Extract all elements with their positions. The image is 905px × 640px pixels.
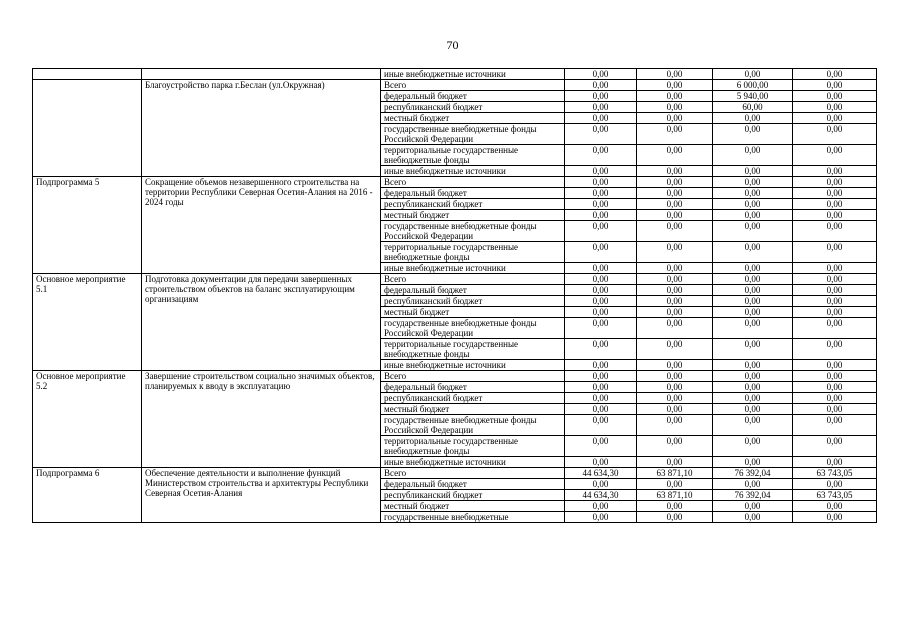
amount-cell: 76 392,04: [713, 468, 793, 479]
amount-cell: 0,00: [565, 371, 637, 382]
amount-cell: 0,00: [713, 188, 793, 199]
amount-cell: 0,00: [713, 479, 793, 490]
amount-cell: 0,00: [637, 307, 713, 318]
amount-cell: 0,00: [565, 318, 637, 339]
amount-cell: 0,00: [565, 285, 637, 296]
amount-cell: 0,00: [637, 382, 713, 393]
amount-cell: 44 634,30: [565, 468, 637, 479]
funding-source-cell: иные внебюджетные источники: [381, 263, 565, 274]
amount-cell: 0,00: [713, 501, 793, 512]
amount-cell: 0,00: [793, 285, 877, 296]
amount-cell: 44 634,30: [565, 490, 637, 501]
amount-cell: 0,00: [565, 274, 637, 285]
amount-cell: 0,00: [637, 371, 713, 382]
table-row: [33, 468, 877, 479]
program-title-cell: Благоустройство парка г.Беслан (ул.Окружная): [142, 80, 381, 177]
program-title-cell: Завершение строительством социально значимых объектов, планируемых к вводу в эксплуатацию: [142, 371, 381, 468]
amount-cell: 0,00: [713, 371, 793, 382]
funding-source-cell: республиканский бюджет: [381, 199, 565, 210]
amount-cell: 0,00: [637, 199, 713, 210]
amount-cell: 0,00: [793, 339, 877, 360]
amount-cell: 63 743,05: [793, 490, 877, 501]
amount-cell: 0,00: [565, 91, 637, 102]
amount-cell: 0,00: [793, 479, 877, 490]
amount-cell: 0,00: [713, 274, 793, 285]
amount-cell: 0,00: [713, 339, 793, 360]
funding-source-cell: федеральный бюджет: [381, 91, 565, 102]
program-title-cell: Сокращение объемов незавершенного строительства на территории Республики Северная Осетия-Алания на 2016 - 2024 годы: [142, 177, 381, 274]
funding-source-cell: государственные внебюджетные: [381, 512, 565, 523]
amount-cell: 0,00: [565, 360, 637, 371]
funding-source-cell: местный бюджет: [381, 307, 565, 318]
amount-cell: 0,00: [793, 371, 877, 382]
amount-cell: 0,00: [713, 285, 793, 296]
amount-cell: 0,00: [713, 415, 793, 436]
amount-cell: 0,00: [565, 177, 637, 188]
amount-cell: 0,00: [637, 242, 713, 263]
amount-cell: 0,00: [637, 318, 713, 339]
amount-cell: 0,00: [713, 457, 793, 468]
amount-cell: 0,00: [637, 274, 713, 285]
funding-source-cell: федеральный бюджет: [381, 285, 565, 296]
amount-cell: 0,00: [713, 404, 793, 415]
amount-cell: 0,00: [637, 285, 713, 296]
program-code-cell: Подпрограмма 5: [33, 177, 142, 274]
funding-source-cell: Всего: [381, 274, 565, 285]
amount-cell: 0,00: [793, 274, 877, 285]
amount-cell: 0,00: [565, 393, 637, 404]
amount-cell: 0,00: [637, 415, 713, 436]
funding-source-cell: иные внебюджетные источники: [381, 69, 565, 80]
amount-cell: 0,00: [713, 145, 793, 166]
amount-cell: 0,00: [793, 263, 877, 274]
amount-cell: 0,00: [565, 382, 637, 393]
amount-cell: 0,00: [793, 436, 877, 457]
amount-cell: 0,00: [793, 415, 877, 436]
amount-cell: 0,00: [637, 436, 713, 457]
amount-cell: 6 000,00: [713, 80, 793, 91]
amount-cell: 0,00: [793, 145, 877, 166]
amount-cell: 0,00: [713, 512, 793, 523]
amount-cell: 0,00: [793, 124, 877, 145]
amount-cell: 0,00: [637, 124, 713, 145]
amount-cell: 0,00: [713, 124, 793, 145]
amount-cell: 0,00: [793, 113, 877, 124]
amount-cell: 0,00: [793, 242, 877, 263]
program-code-cell: [33, 80, 142, 177]
funding-source-cell: территориальные государственные внебюджетные фонды: [381, 436, 565, 457]
table-row: [33, 371, 877, 382]
program-code-cell: [33, 69, 142, 80]
amount-cell: 0,00: [637, 360, 713, 371]
page-number: 70: [446, 38, 459, 52]
amount-cell: 0,00: [713, 318, 793, 339]
amount-cell: 63 743,05: [793, 468, 877, 479]
amount-cell: 0,00: [565, 113, 637, 124]
program-code-cell: Основное мероприятие 5.1: [33, 274, 142, 371]
amount-cell: 0,00: [637, 80, 713, 91]
amount-cell: 0,00: [713, 166, 793, 177]
amount-cell: 0,00: [793, 199, 877, 210]
amount-cell: 0,00: [637, 296, 713, 307]
amount-cell: 0,00: [713, 382, 793, 393]
amount-cell: 0,00: [565, 199, 637, 210]
amount-cell: 0,00: [793, 393, 877, 404]
amount-cell: 0,00: [637, 166, 713, 177]
amount-cell: 0,00: [793, 80, 877, 91]
amount-cell: 0,00: [565, 307, 637, 318]
amount-cell: 0,00: [713, 242, 793, 263]
amount-cell: 0,00: [713, 221, 793, 242]
amount-cell: 0,00: [713, 296, 793, 307]
amount-cell: 0,00: [713, 307, 793, 318]
amount-cell: 0,00: [637, 393, 713, 404]
funding-source-cell: федеральный бюджет: [381, 188, 565, 199]
amount-cell: 0,00: [565, 339, 637, 360]
program-title-cell: Подготовка документации для передачи завершенных строительством объектов на баланс эксплуатирующим организациям: [142, 274, 381, 371]
amount-cell: 0,00: [565, 512, 637, 523]
amount-cell: 0,00: [793, 404, 877, 415]
funding-source-cell: республиканский бюджет: [381, 102, 565, 113]
funding-source-cell: государственные внебюджетные фонды Российской Федерации: [381, 318, 565, 339]
funding-source-cell: республиканский бюджет: [381, 490, 565, 501]
amount-cell: 0,00: [713, 436, 793, 457]
budget-table: [32, 68, 877, 523]
funding-source-cell: местный бюджет: [381, 501, 565, 512]
amount-cell: 0,00: [565, 166, 637, 177]
amount-cell: 5 940,00: [713, 91, 793, 102]
funding-source-cell: местный бюджет: [381, 113, 565, 124]
funding-source-cell: местный бюджет: [381, 210, 565, 221]
amount-cell: 0,00: [793, 188, 877, 199]
funding-source-cell: Всего: [381, 468, 565, 479]
amount-cell: 0,00: [565, 221, 637, 242]
amount-cell: 0,00: [793, 457, 877, 468]
amount-cell: 0,00: [793, 360, 877, 371]
program-title-cell: Обеспечение деятельности и выполнение функций Министерством строительства и архитектуры Республики Северная Осетия-Алания: [142, 468, 381, 523]
amount-cell: 0,00: [637, 102, 713, 113]
table-row: [33, 80, 877, 91]
table-row: [33, 177, 877, 188]
amount-cell: 0,00: [565, 145, 637, 166]
amount-cell: 60,00: [713, 102, 793, 113]
amount-cell: 0,00: [565, 80, 637, 91]
amount-cell: 0,00: [565, 501, 637, 512]
funding-source-cell: государственные внебюджетные фонды Российской Федерации: [381, 415, 565, 436]
amount-cell: 0,00: [713, 69, 793, 80]
table-row: [33, 274, 877, 285]
amount-cell: 0,00: [637, 501, 713, 512]
amount-cell: 0,00: [713, 263, 793, 274]
amount-cell: 0,00: [713, 360, 793, 371]
amount-cell: 63 871,10: [637, 468, 713, 479]
amount-cell: 0,00: [637, 263, 713, 274]
amount-cell: 0,00: [637, 113, 713, 124]
program-title-cell: [142, 69, 381, 80]
amount-cell: 0,00: [793, 210, 877, 221]
funding-source-cell: иные внебюджетные источники: [381, 457, 565, 468]
amount-cell: 0,00: [713, 210, 793, 221]
amount-cell: 0,00: [637, 91, 713, 102]
program-code-cell: Основное мероприятие 5.2: [33, 371, 142, 468]
amount-cell: 0,00: [637, 221, 713, 242]
amount-cell: 0,00: [713, 113, 793, 124]
amount-cell: 0,00: [793, 307, 877, 318]
amount-cell: 0,00: [565, 296, 637, 307]
amount-cell: 0,00: [637, 188, 713, 199]
amount-cell: 76 392,04: [713, 490, 793, 501]
amount-cell: 0,00: [637, 177, 713, 188]
funding-source-cell: иные внебюджетные источники: [381, 360, 565, 371]
funding-source-cell: территориальные государственные внебюджетные фонды: [381, 339, 565, 360]
program-code-cell: Подпрограмма 6: [33, 468, 142, 523]
funding-source-cell: территориальные государственные внебюджетные фонды: [381, 242, 565, 263]
funding-source-cell: государственные внебюджетные фонды Российской Федерации: [381, 124, 565, 145]
funding-source-cell: Всего: [381, 371, 565, 382]
amount-cell: 0,00: [565, 188, 637, 199]
amount-cell: 0,00: [565, 415, 637, 436]
funding-source-cell: государственные внебюджетные фонды Российской Федерации: [381, 221, 565, 242]
amount-cell: 0,00: [565, 404, 637, 415]
amount-cell: 0,00: [637, 210, 713, 221]
amount-cell: 0,00: [713, 177, 793, 188]
table-row: [33, 69, 877, 80]
amount-cell: 63 871,10: [637, 490, 713, 501]
amount-cell: 0,00: [565, 69, 637, 80]
amount-cell: 0,00: [637, 479, 713, 490]
amount-cell: 0,00: [793, 166, 877, 177]
amount-cell: 0,00: [793, 318, 877, 339]
funding-source-cell: Всего: [381, 177, 565, 188]
funding-source-cell: территориальные государственные внебюджетные фонды: [381, 145, 565, 166]
amount-cell: 0,00: [637, 457, 713, 468]
amount-cell: 0,00: [793, 69, 877, 80]
amount-cell: 0,00: [637, 145, 713, 166]
amount-cell: 0,00: [793, 221, 877, 242]
amount-cell: 0,00: [637, 69, 713, 80]
funding-source-cell: местный бюджет: [381, 404, 565, 415]
funding-source-cell: федеральный бюджет: [381, 479, 565, 490]
funding-source-cell: Всего: [381, 80, 565, 91]
amount-cell: 0,00: [565, 210, 637, 221]
funding-source-cell: федеральный бюджет: [381, 382, 565, 393]
funding-source-cell: республиканский бюджет: [381, 393, 565, 404]
amount-cell: 0,00: [637, 339, 713, 360]
funding-source-cell: иные внебюджетные источники: [381, 166, 565, 177]
amount-cell: 0,00: [565, 263, 637, 274]
amount-cell: 0,00: [793, 296, 877, 307]
amount-cell: 0,00: [637, 404, 713, 415]
amount-cell: 0,00: [565, 436, 637, 457]
funding-source-cell: республиканский бюджет: [381, 296, 565, 307]
amount-cell: 0,00: [565, 102, 637, 113]
amount-cell: 0,00: [793, 512, 877, 523]
amount-cell: 0,00: [565, 457, 637, 468]
amount-cell: 0,00: [793, 382, 877, 393]
amount-cell: 0,00: [565, 124, 637, 145]
amount-cell: 0,00: [713, 199, 793, 210]
amount-cell: 0,00: [793, 91, 877, 102]
amount-cell: 0,00: [793, 177, 877, 188]
amount-cell: 0,00: [713, 393, 793, 404]
amount-cell: 0,00: [565, 242, 637, 263]
amount-cell: 0,00: [793, 102, 877, 113]
amount-cell: 0,00: [637, 512, 713, 523]
amount-cell: 0,00: [793, 501, 877, 512]
amount-cell: 0,00: [565, 479, 637, 490]
